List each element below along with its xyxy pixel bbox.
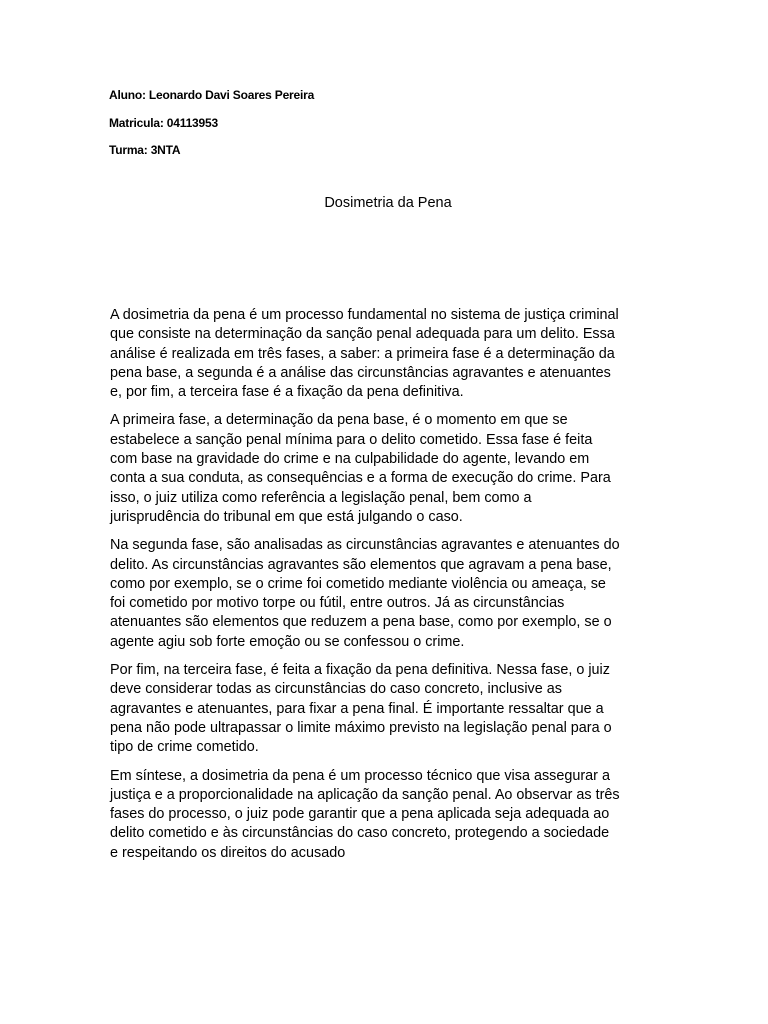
paragraph-1: A dosimetria da pena é um processo fundamental no sistema de justiça criminal que consiste na determinação da sanção penal adequada para um delito. Essa análise é realizada em três fases, a saber: a primeira fase é a determinação da pena base, a segunda é a análise das circunstâncias agravantes e atenuantes e, por fim, a terceira fase é a fixação da pena definitiva. (110, 307, 619, 401)
paragraph-2: A primeira fase, a determinação da pena base, é o momento em que se estabelece a sanção penal mínima para o delito cometido. Essa fase é feita com base na gravidade do crime e na culpabilidade do agente, levando em conta a sua conduta, as consequências e a forma de execução do crime. Para isso, o juiz utiliza como referência a legislação penal, bem como a jurisprudência do tribunal em que está julgando o caso. (110, 412, 611, 525)
paragraph-5: Em síntese, a dosimetria da pena é um processo técnico que visa assegurar a justiça e a proporcionalidade na aplicação da sanção penal. Ao observar as três fases do processo, o juiz pode garantir que a pena aplicada seja adequada ao delito cometido e às circunstâncias do caso concreto, protegendo a sociedade e respeitando os direitos do acusado (110, 767, 620, 861)
student-name: Aluno: Leonardo Davi Soares Pereira (109, 88, 315, 102)
document-header (109, 86, 314, 169)
paragraph-3: Na segunda fase, são analisadas as circunstâncias agravantes e atenuantes do delito. As circunstâncias agravantes são elementos que agravam a pena base, como por exemplo, se o crime foi cometido mediante violência ou ameaça, se foi cometido por motivo torpe ou fútil, entre outros. Já as circunstâncias atenuantes são elementos que reduzem a pena base, como por exemplo, se o agente agiu sob forte emoção ou se confessou o crime. (110, 537, 620, 650)
document-body (110, 306, 658, 872)
class-name: Turma: 3NTA (109, 143, 181, 157)
document-title: Dosimetria da Pena (324, 195, 452, 211)
registration-number: Matricula: 04113953 (109, 115, 218, 130)
paragraph-4: Por fim, na terceira fase, é feita a fixação da pena definitiva. Nessa fase, o juiz deve considerar todas as circunstâncias do caso concreto, inclusive as agravantes e atenuantes, para fixar a pena final. É importante ressaltar que a pena não pode ultrapassar o limite máximo previsto na legislação penal para o tipo de crime cometido. (110, 662, 612, 756)
